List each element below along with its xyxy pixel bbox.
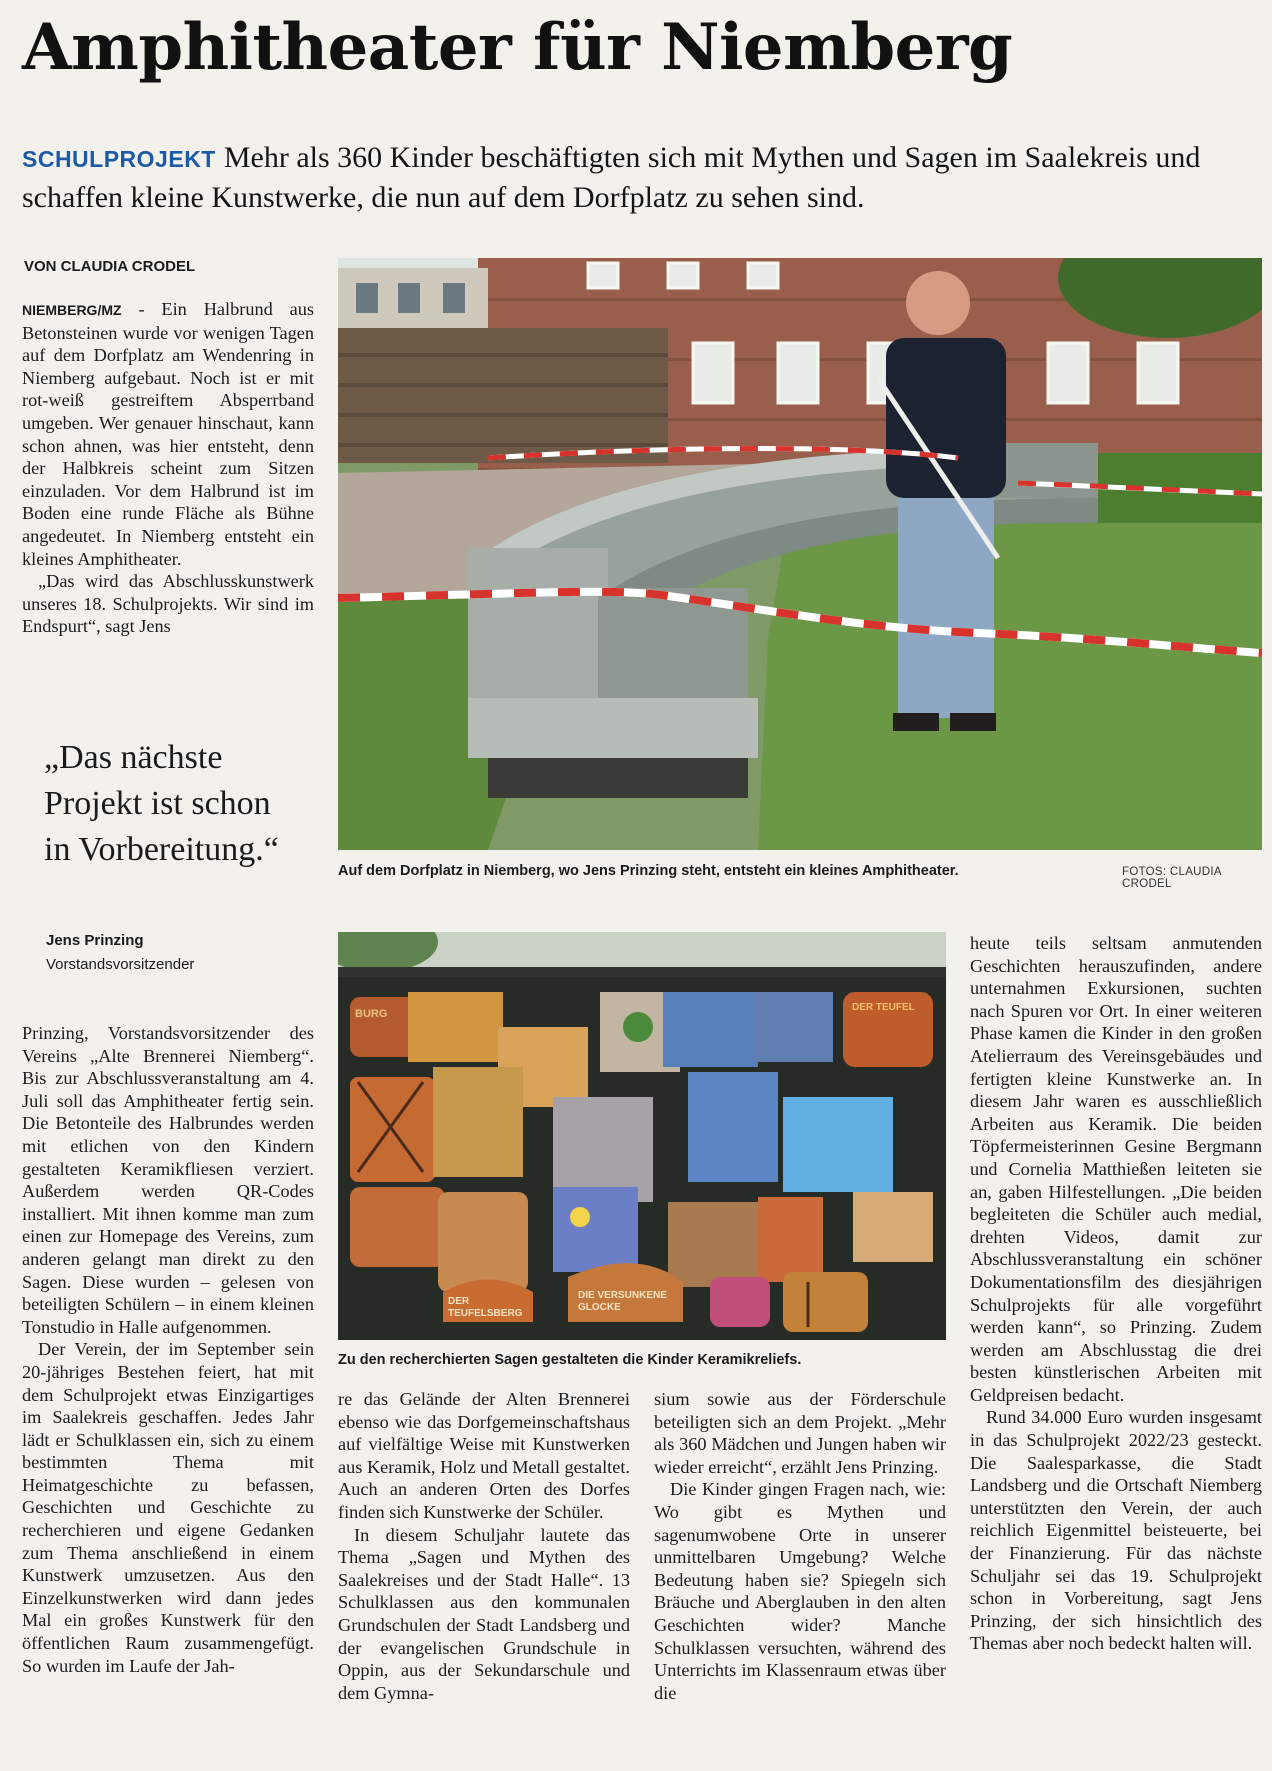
pull-quote: „Das nächste Projekt ist schon in Vorbereitung.“	[44, 739, 279, 868]
dateline: NIEMBERG/MZ	[22, 302, 122, 318]
amphitheater-image	[338, 258, 1262, 850]
paragraph: Die Kinder gingen Fragen nach, wie: Wo gibt es Mythen und sagenumwobene Orte in unserer unmittelbaren Umgebung? Welche Bedeutung haben sie? Spiegeln sich Bräuche und Aberglauben in den alten Geschichten wider? Manche Schulklassen versuchten, während des Unterrichts im Klassenraum etwas über die	[654, 1479, 946, 1703]
photo-ceramic-reliefs	[338, 932, 946, 1340]
column-4	[970, 932, 1262, 1655]
paragraph: re das Gelände der Alten Brennerei ebenso wie das Dorfgemeinschaftshaus auf vielfältige Weise mit Kunstwerken aus Keramik, Holz und Metall gestaltet. Auch an anderen Orten des Dorfes finden sich Kunstwerke der Schüler.	[338, 1389, 630, 1522]
kicker: SCHULPROJEKT	[22, 146, 216, 172]
column-1-top	[22, 298, 314, 638]
ceramic-reliefs-image	[338, 932, 946, 1340]
dek	[22, 138, 1252, 218]
photo-amphitheater	[338, 258, 1262, 850]
paragraph-text: - Ein Halbrund aus Betonsteinen wurde vor wenigen Tagen auf dem Dorfplatz am Wendenring in Niemberg aufgebaut. Noch ist er mit rot-weiß gestreiftem Absperrband umgeben. Wer genauer hinschaut, kann schon ahnen, was hier entsteht, denn der Halbkreis scheint zum Sitzen einzuladen. Vor dem Halbrund ist im Boden eine runde Fläche als Bühne angedeutet. In Niemberg entsteht ein kleines Amphitheater.	[22, 299, 314, 569]
dek-text: Mehr als 360 Kinder beschäftigten sich mit Mythen und Sagen im Saalekreis und schaffen kleine Kunstwerke, die nun auf dem Dorfplatz zu sehen sind.	[22, 141, 1201, 214]
byline: VON CLAUDIA CRODEL	[24, 258, 196, 275]
paragraph: In diesem Schuljahr lautete das Thema „Sagen und Mythen des Saalekreises und der Stadt Halle“. 13 Schulklassen aus den kommunalen Grundschulen der Stadt Landsberg und der evangelischen Grundschule in Oppin, aus der Sekundarschule und dem Gymna-	[338, 1524, 630, 1703]
column-3	[654, 1388, 946, 1704]
tile-label-burg: BURG	[355, 1008, 388, 1020]
paragraph: „Das wird das Abschlusskunstwerk unseres 18. Schulprojekts. Wir sind im Endspurt“, sagt Jens	[22, 571, 314, 637]
column-2	[338, 1388, 630, 1704]
tile-label-teufel: DER TEUFEL	[852, 1002, 915, 1013]
headline: Amphitheater für Niemberg	[22, 10, 1013, 85]
column-1-bottom	[22, 1022, 314, 1677]
tile-label-teufelsberg: DER TEUFELSBERG	[448, 1296, 523, 1319]
tile-label-versunkene: DIE VERSUNKENE GLOCKE	[578, 1290, 667, 1313]
paragraph	[22, 298, 314, 570]
paragraph: sium sowie aus der Förderschule beteiligten sich an dem Projekt. „Mehr als 360 Mädchen und Jungen haben wir wieder erreicht“, erzählt Jens Prinzing.	[654, 1389, 946, 1477]
photo2-caption: Zu den recherchierten Sagen gestalteten die Kinder Keramikreliefs.	[338, 1352, 802, 1368]
quote-author: Jens Prinzing	[46, 932, 144, 949]
photo1-caption: Auf dem Dorfplatz in Niemberg, wo Jens Prinzing steht, entsteht ein kleines Amphitheater.	[338, 863, 959, 879]
quote-role: Vorstandsvorsitzender	[46, 956, 195, 973]
paragraph: Prinzing, Vorstandsvorsitzender des Vereins „Alte Brennerei Niemberg“. Bis zur Abschlussveranstaltung am 4. Juli soll das Amphitheater fertig sein. Die Betonteile des Halbrundes werden mit etlichen von den Kindern gestalteten Keramikfliesen verziert. Außerdem werden QR-Codes installiert. Mit ihnen komme man zum einen zur Homepage des Vereins, zum anderen gelangt man direkt zu den Sagen. Diese wurden – gelesen von beteiligten Schülern – in einem kleinen Tonstudio in Halle aufgenommen.	[22, 1023, 314, 1337]
paragraph: heute teils seltsam anmutenden Geschichten herauszufinden, andere unternahmen Exkursionen, suchten nach Spuren vor Ort. In einer weiteren Phase kamen die Kinder in den großen Atelierraum des Vereinsgebäudes und fertigten kleine Kunstwerke an. In diesem Jahr waren es ausschließlich Arbeiten aus Keramik. Die beiden Töpfermeisterinnen Gesine Bergmann und Cornelia Matthießen leiteten sie an, gaben Hilfestellungen. „Die beiden begleiteten die Schüler auch medial, drehten Videos, damit zur Abschlussveranstaltung ein schöner Dokumentationsfilm des diesjährigen Schulprojekts für alle vorgeführt werden kann“, so Prinzing. Zudem werden am Abschlusstag die drei besten künstlerischen Arbeiten mit Geldpreisen bedacht.	[970, 933, 1262, 1405]
paragraph: Der Verein, der im September sein 20-jähriges Bestehen feiert, hat mit dem Schulprojekt etwas Einzigartiges im Saalekreis geschaffen. Jedes Jahr lädt er Schulklassen ein, sich zu einem bestimmten Thema mit Heimatgeschichte zu befassen, Geschichten und Geschichte zu recherchieren und eigene Gedanken zum Thema anschließend in einem Kunstwerk umzusetzen. Aus den Einzelkunstwerken wird dann jedes Mal ein großes Kunstwerk für den öffentlichen Raum zusammengefügt. So wurden im Laufe der Jah-	[22, 1339, 314, 1676]
paragraph: Rund 34.000 Euro wurden insgesamt in das Schulprojekt 2022/23 gesteckt. Die Saalesparkasse, die Stadt Landsberg und die Ortschaft Niemberg unterstützten den Verein, der auch reichlich Eigenmittel beisteuerte, bei der Finanzierung. Für das nächste Schuljahr sei das 19. Schulprojekt schon in Vorbereitung, sagt Jens Prinzing, der sich hinsichtlich des Themas aber noch bedeckt halten will.	[970, 1407, 1262, 1654]
photo-credit: FOTOS: CLAUDIA CRODEL	[1122, 866, 1222, 890]
